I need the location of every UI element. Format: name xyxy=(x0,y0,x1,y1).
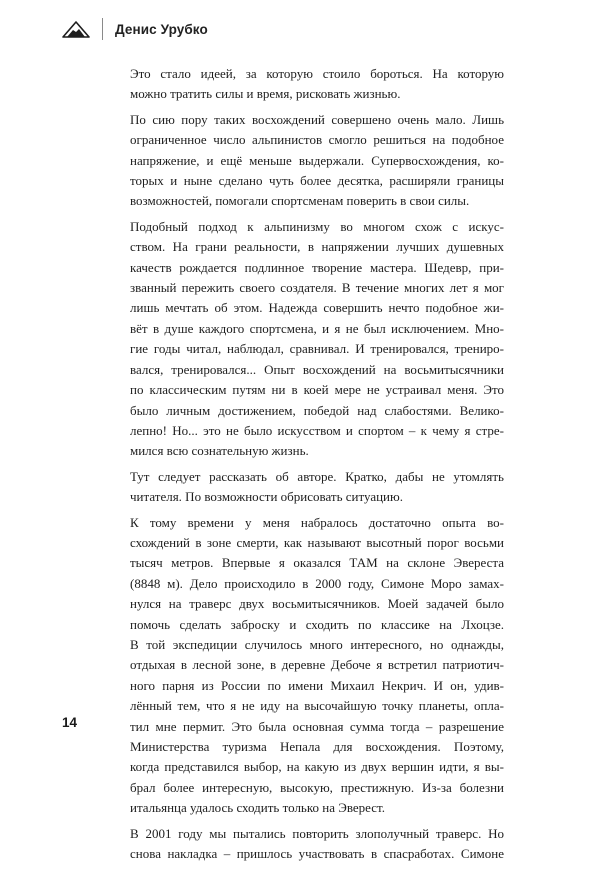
text-line: ограниченное число альпинистов смогло решиться на подобное xyxy=(130,132,504,148)
paragraph xyxy=(112,824,504,865)
text-line: Это стало идеей, за которую стоило бороться. На которую xyxy=(130,66,504,81)
text-line: лишь мечтать об этом. Надежда совершить нечто подобное жи- xyxy=(130,300,504,316)
text-line: нулся на траверс двух восьмитысячников. Моей задачей было xyxy=(130,596,504,612)
page-body xyxy=(112,64,504,869)
text-line: помочь сделать заброску и сходить по классике на Лхоцзе. xyxy=(130,616,504,632)
text-line: (8848 м). Дело происходило в 2000 году, Симоне Моро замах- xyxy=(130,575,504,591)
text-line: ством. На грани реальности, в напряжении лучших душевных xyxy=(130,239,504,255)
text-line: тил мне пермит. Это была основная сумма тогда – разрешение xyxy=(130,718,504,734)
text-line: В той экспедиции случилось много интересного, но однажды, xyxy=(130,636,504,652)
text-line: По сию пору таких восхождений совершено очень мало. Лишь xyxy=(130,111,504,127)
paragraph xyxy=(112,467,504,508)
text-line: возможностей, помогали спортсменам поверить в свои силы. xyxy=(130,193,470,209)
text-line: было личным достижением, победой над слабостями. Велико- xyxy=(130,402,504,418)
running-header xyxy=(62,14,208,44)
paragraph xyxy=(112,217,504,462)
text-line: можно тратить силы и время, рисковать жизнью. xyxy=(130,86,401,102)
text-line: по классическим путям ни в коей мере не устраивал меня. Это xyxy=(130,382,504,398)
text-line: когда представился выбор, на какую из двух вершин идти, я вы- xyxy=(130,759,504,775)
text-line: званный пережить своего создателя. В течение многих лет я мог xyxy=(130,280,504,296)
text-line: гие годы читал, наблюдал, сравнивал. И тренировался, трениро- xyxy=(130,341,504,357)
text-line: мился всю сознательную жизнь. xyxy=(130,443,309,459)
text-line: Тут следует рассказать об авторе. Кратко, дабы не утомлять xyxy=(130,468,504,484)
header-divider xyxy=(102,18,103,40)
text-line: читателя. По возможности обрисовать ситуацию. xyxy=(130,489,403,505)
text-line: торых и ныне сделано чуть более десятка, расширяли границы xyxy=(130,173,504,189)
text-line: снова накладка – пришлось участвовать в спасработах. Симоне xyxy=(130,846,504,862)
text-line: ного парня из России по имени Михаил Некрич. И он, удив- xyxy=(130,677,504,693)
text-line: К тому времени у меня набралось достаточно опыта во- xyxy=(130,514,504,530)
author-name: Денис Урубко xyxy=(115,21,208,37)
page-number: 14 xyxy=(62,715,78,730)
text-line: вался, тренировался... Опыт восхождений на восьмитысячники xyxy=(130,361,504,377)
text-line: Министерства туризма Непала для восхождения. Поэтому, xyxy=(130,739,504,754)
text-line: Подобный подход к альпинизму во многом схож с искус- xyxy=(130,218,504,234)
text-line: отдыхая в лесной зоне, в деревне Дебоче я встретил патриотич- xyxy=(130,657,504,673)
paragraph xyxy=(112,64,504,105)
text-line: брал более интересную, высокую, престижную. Из-за болезни xyxy=(130,779,504,795)
text-line: схождений в зоне смерти, как называют высотный порог восьми xyxy=(130,534,504,550)
text-line: итальянца удалось сходить только на Эверест. xyxy=(130,800,385,816)
text-line: тысяч метров. Впервые я оказался ТАМ на склоне Эвереста xyxy=(130,555,504,571)
text-line: лепно! Но... это не было искусством и спортом – к чему я стре- xyxy=(130,422,504,438)
text-line: лённый тем, что я не иду на высочайшую точку планеты, опла- xyxy=(130,698,504,714)
text-line: напряжение, и ещё меньше выдержали. Супервосхождения, ко- xyxy=(130,152,504,168)
paragraph xyxy=(112,513,504,819)
mountain-logo-icon xyxy=(62,20,90,38)
text-line: качеств рождается подлинное творение мастера. Шедевр, при- xyxy=(130,259,504,275)
paragraph xyxy=(112,110,504,212)
text-line: вёт в душе каждого спортсмена, и я не был исключением. Мно- xyxy=(130,320,504,336)
text-line: В 2001 году мы пытались повторить злополучный траверс. Но xyxy=(130,825,504,841)
